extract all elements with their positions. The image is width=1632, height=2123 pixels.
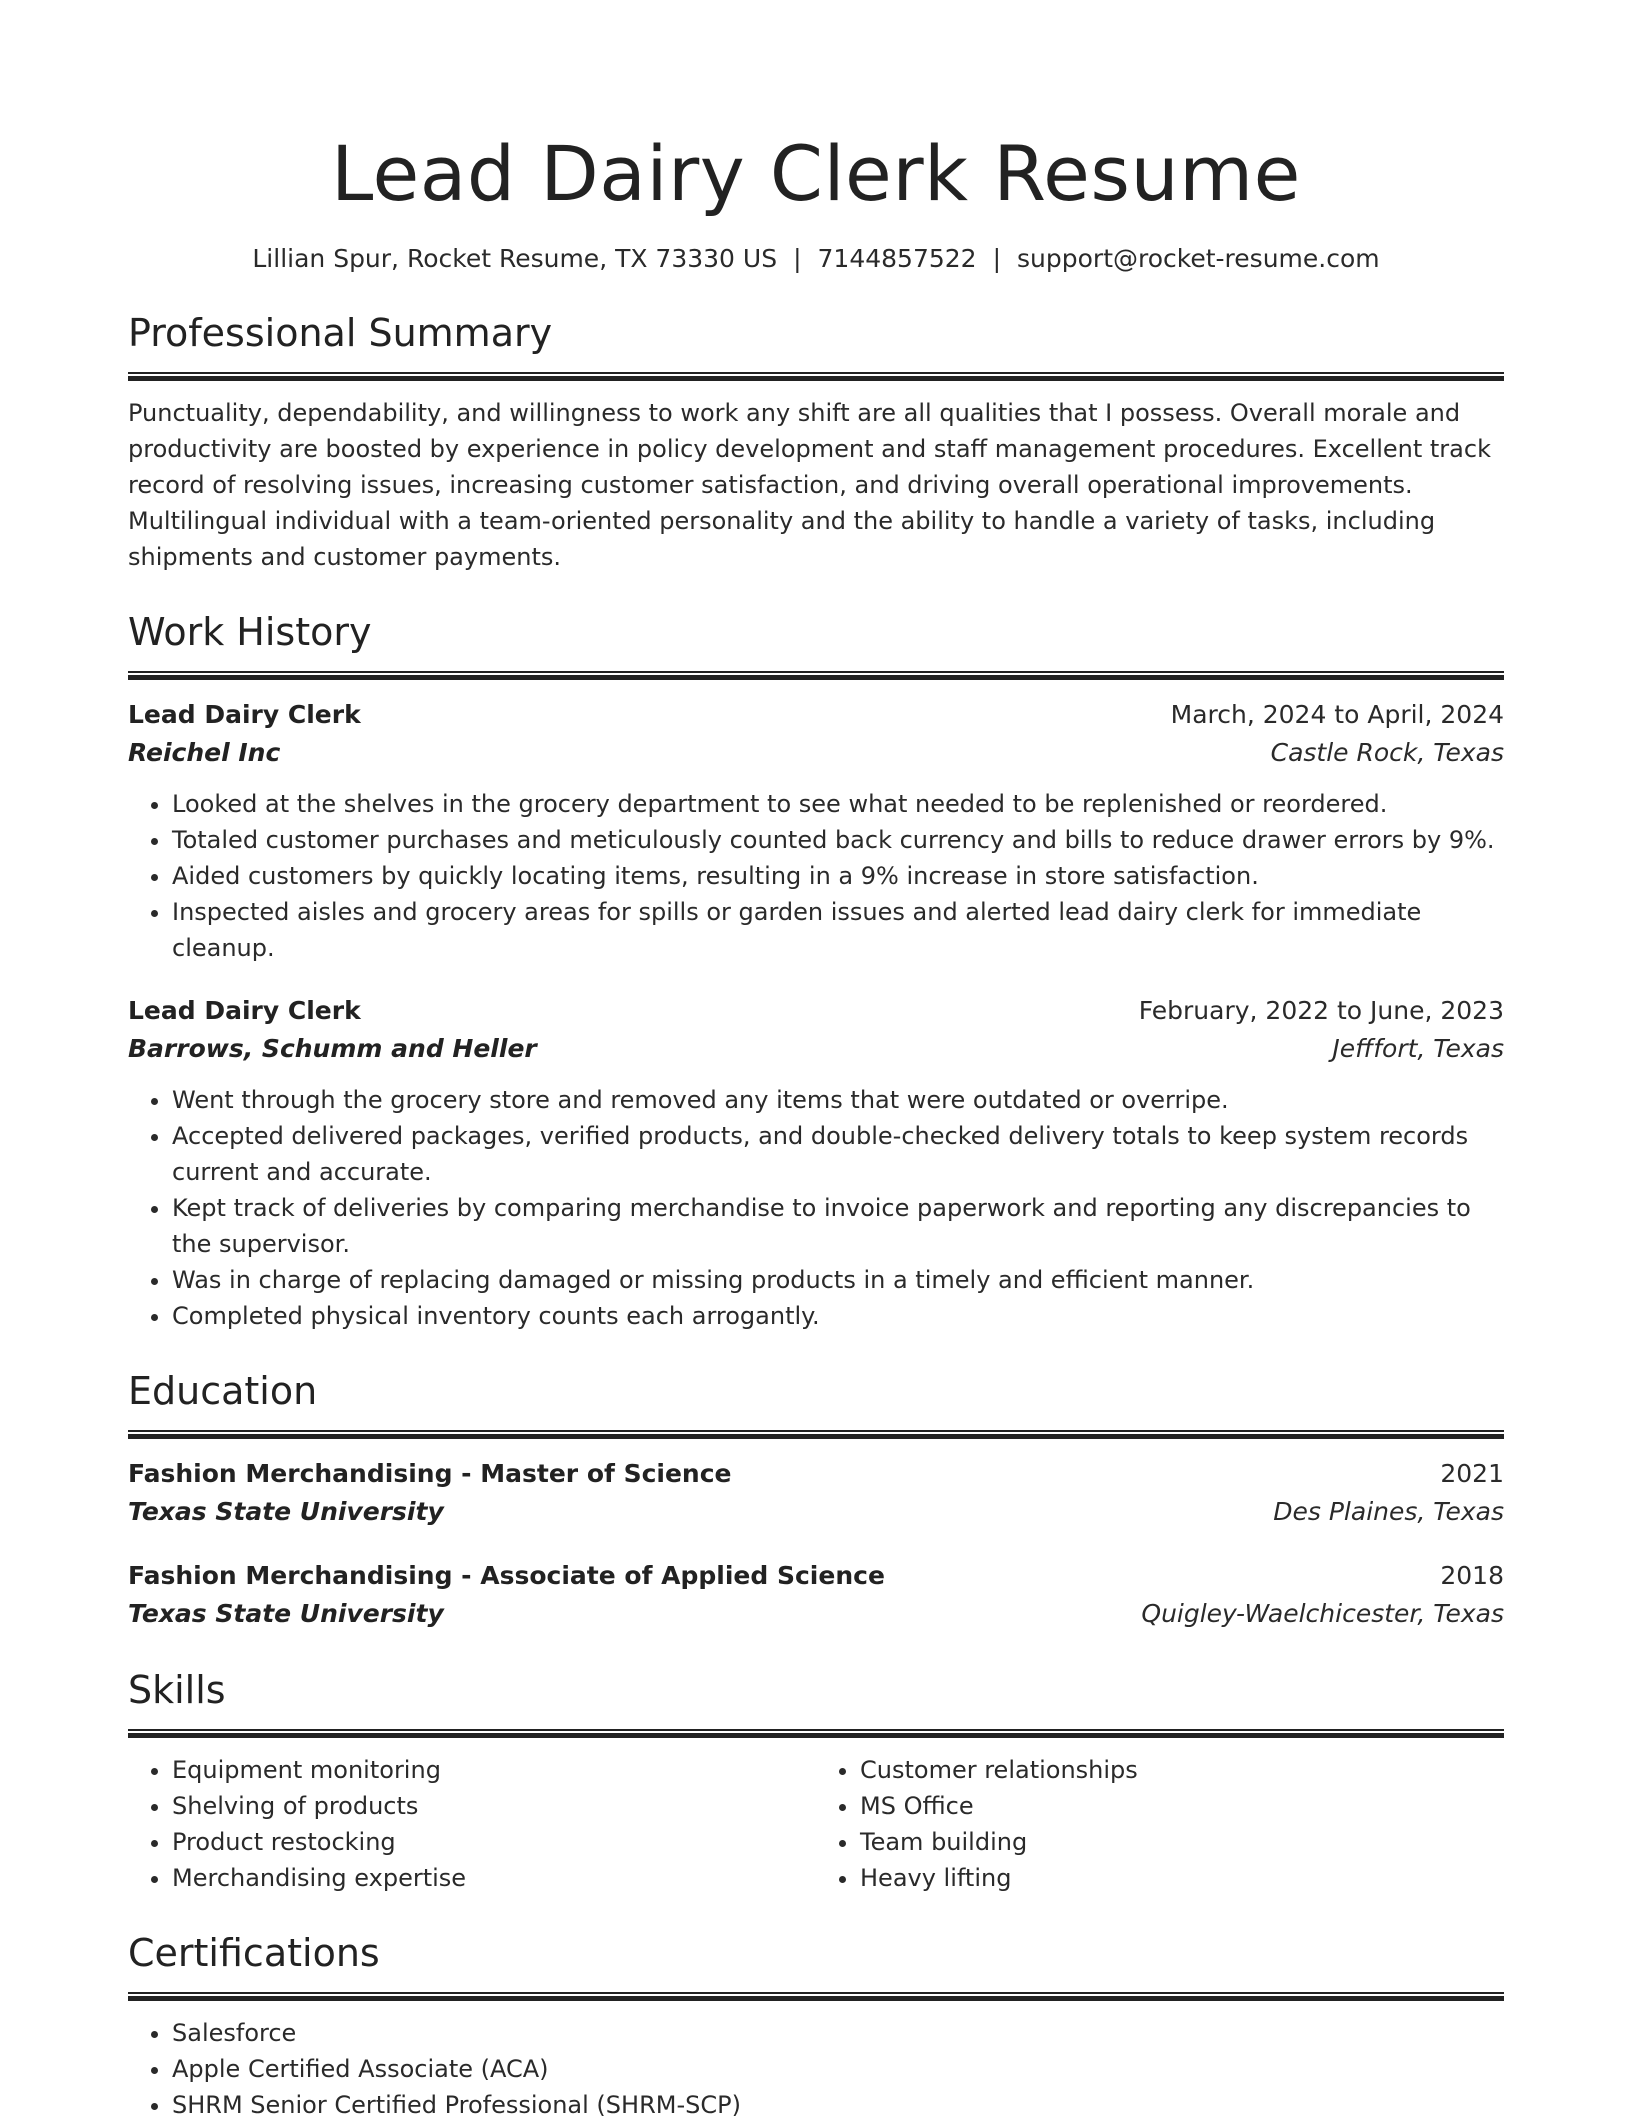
education-degree: Fashion Merchandising - Master of Science	[128, 1459, 732, 1488]
education-school: Texas State University	[128, 1497, 444, 1526]
skill-item: • Equipment monitoring	[172, 1752, 816, 1788]
skills-list-left	[128, 1752, 816, 1896]
section-divider	[128, 1729, 1504, 1738]
section-heading-education: Education	[128, 1369, 318, 1413]
job-duty-item: • Looked at the shelves in the grocery department to see what needed to be replenished or reordered.	[172, 786, 1504, 822]
job-company-row	[128, 1030, 1504, 1068]
job-duty-item: • Aided customers by quickly locating items, resulting in a 9% increase in store satisfaction.	[172, 858, 1504, 894]
certifications-section	[128, 1930, 1504, 2123]
job-duty-item: • Inspected aisles and grocery areas for spills or garden issues and alerted lead dairy clerk for immediate cleanup.	[172, 894, 1504, 966]
contact-separator: |	[793, 244, 802, 273]
skills-section	[128, 1667, 1504, 1896]
education-year: 2018	[1440, 1561, 1504, 1590]
certification-item: • Apple Certified Associate (ACA)	[172, 2051, 1504, 2087]
education-location: Quigley-Waelchicester, Texas	[1141, 1599, 1504, 1628]
contact-separator: |	[992, 244, 1002, 273]
education-location: Des Plaines, Texas	[1273, 1497, 1504, 1526]
job-title: Lead Dairy Clerk	[128, 996, 361, 1025]
section-heading-skills: Skills	[128, 1668, 226, 1712]
skill-item: • Customer relationships	[860, 1752, 1504, 1788]
education-school-row	[128, 1595, 1504, 1633]
section-heading-certifications: Certifications	[128, 1931, 380, 1975]
job-header-row	[128, 696, 1504, 734]
job-duty-item: • Completed physical inventory counts each arrogantly.	[172, 1298, 1504, 1334]
job-company: Reichel Inc	[128, 738, 281, 767]
job-entry	[128, 992, 1504, 1334]
contact-email: support@rocket-resume.com	[1017, 244, 1380, 273]
education-degree-row	[128, 1455, 1504, 1493]
job-title: Lead Dairy Clerk	[128, 700, 361, 729]
certification-item: • Salesforce	[172, 2015, 1504, 2051]
job-company-row	[128, 734, 1504, 772]
certifications-list	[128, 2015, 1504, 2123]
job-company: Barrows, Schumm and Heller	[128, 1034, 537, 1063]
job-location: Jefffort, Texas	[1332, 1034, 1504, 1063]
job-duty-item: • Totaled customer purchases and meticulously counted back currency and bills to reduce drawer errors by 9%.	[172, 822, 1504, 858]
section-heading-work-history: Work History	[128, 610, 372, 654]
contact-address: Lillian Spur, Rocket Resume, TX 73330 US	[252, 244, 778, 273]
job-duty-item: • Went through the grocery store and removed any items that were outdated or overripe.	[172, 1082, 1504, 1118]
section-divider	[128, 372, 1504, 381]
education-school: Texas State University	[128, 1599, 444, 1628]
job-location: Castle Rock, Texas	[1270, 738, 1504, 767]
job-duties-list	[128, 1082, 1504, 1334]
summary-section	[128, 310, 1504, 575]
document-title: Lead Dairy Clerk Resume	[331, 129, 1301, 218]
job-duty-item: • Kept track of deliveries by comparing merchandise to invoice paperwork and reporting any discrepancies to the supervisor.	[172, 1190, 1504, 1262]
skill-item: • Team building	[860, 1824, 1504, 1860]
job-dates: February, 2022 to June, 2023	[1138, 996, 1504, 1025]
skill-item: • Merchandising expertise	[172, 1860, 816, 1896]
job-duty-item: • Was in charge of replacing damaged or missing products in a timely and efficient manner.	[172, 1262, 1504, 1298]
certification-item: • SHRM Senior Certified Professional (SHRM-SCP)	[172, 2087, 1504, 2123]
work-history-section	[128, 609, 1504, 1334]
skill-item: • Heavy lifting	[860, 1860, 1504, 1896]
job-duty-item: • Accepted delivered packages, verified products, and double-checked delivery totals to keep system records current and accurate.	[172, 1118, 1504, 1190]
section-divider	[128, 1992, 1504, 2001]
education-school-row	[128, 1493, 1504, 1531]
education-entry	[128, 1455, 1504, 1531]
skills-grid	[128, 1752, 1504, 1896]
skill-item: • MS Office	[860, 1788, 1504, 1824]
job-dates: March, 2024 to April, 2024	[1170, 700, 1504, 729]
contact-line	[128, 242, 1504, 276]
education-degree-row	[128, 1557, 1504, 1595]
summary-text: Punctuality, dependability, and willingness to work any shift are all qualities that I possess. Overall morale and productivity are boosted by experience in policy development and staff management procedures. Excellent track record of resolving issues, increasing customer satisfaction, and driving overall operational improvements. Multilingual individual with a team-oriented personality and the ability to handle a variety of tasks, including shipments and customer payments.	[128, 399, 1491, 571]
education-degree: Fashion Merchandising - Associate of Applied Science	[128, 1561, 885, 1590]
contact-phone: 7144857522	[817, 244, 977, 273]
job-duties-list	[128, 786, 1504, 966]
skill-item: • Product restocking	[172, 1824, 816, 1860]
education-section	[128, 1368, 1504, 1633]
section-divider	[128, 671, 1504, 680]
section-heading-summary: Professional Summary	[128, 311, 553, 355]
job-entry	[128, 696, 1504, 966]
job-header-row	[128, 992, 1504, 1030]
section-divider	[128, 1430, 1504, 1439]
education-year: 2021	[1440, 1459, 1504, 1488]
skills-list-right	[816, 1752, 1504, 1896]
skill-item: • Shelving of products	[172, 1788, 816, 1824]
education-entry	[128, 1557, 1504, 1633]
